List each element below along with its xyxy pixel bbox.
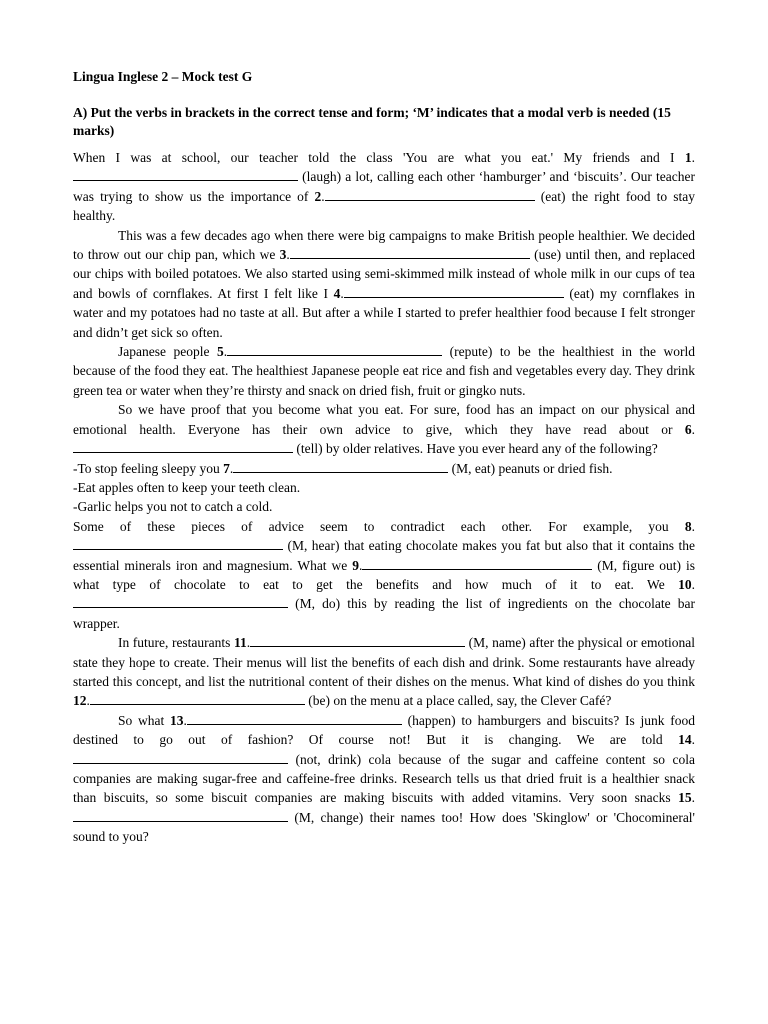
document-title: Lingua Inglese 2 – Mock test G [73,69,253,84]
text-run: So what [118,712,170,728]
text-run: my cornflakes in water and my potatoes had no taste at all. But after a while I started to prefer healthier food because I felt stronger and didn’t get sick so often. [73,285,695,340]
answer-blank-7[interactable] [233,461,448,473]
item-number: 8 [684,518,692,534]
paragraph-7: So what 13. (happen) to hamburgers and biscuits? Is junk food destined to go out of fashion? Of course not! But it is changing. We are told 14. (not, drink) cola because of the sugar and caffeine content so cola companies are making sugar-free and caffeine-free drinks. Research tells us that dried fruit is a healthier snack than biscuits, so some biscuit companies are making biscuits with added vitamins. Very soon snacks 15. (M, change) their names too! How does 'Skinglow' or 'Chocomineral' sound to you? [73,712,696,845]
paragraph-3: Japanese people 5. (repute) to be the healthiest in the world because of the food they eat. The healthiest Japanese people eat rice and fish and vegetables every day. They drink green tea or water when they’re thirsty and snack on dried fish, fruit or gingko nuts. [73,344,696,398]
text-run: So we have proof that you become what you eat. For sure, food has an impact on our physical and emotional health. Everyone has their own advice to give, which they have read about or [73,402,695,437]
item-number: 4 [333,285,341,301]
answer-blank-4[interactable] [344,286,564,298]
text-run: a lot, calling each other ‘hamburger’ and ‘biscuits’. Our teacher was trying to show us the importance of [73,169,696,204]
text-run: When I was at school, our teacher told the class 'You are what you eat.' My friends and I [73,150,685,165]
text-run: the right food to stay healthy. [73,188,696,224]
text-run: on the menu at a place called, say, the Clever Café? [329,693,612,709]
text-run: that eating chocolate makes you fat but also that it contains the essential minerals iron and magnesium. What we [73,538,695,573]
verb-cue: (not, drink) [295,751,362,767]
answer-blank-8[interactable] [73,538,283,550]
item-number: 14 [678,732,692,748]
text-run: to be the healthiest in the world because of the food they eat. The healthiest Japanese people eat rice and fish and vegetables every day. They drink green tea or water when they’re thirsty and snack on dried fish, fruit or gingko nuts. [73,344,696,398]
text-run: In future, restaurants [118,635,234,651]
paragraph-4: So we have proof that you become what you eat. For sure, food has an impact on our physical and emotional health. Everyone has their own advice to give, which they have read about or 6. (tell) by older relatives. Have you ever heard any of the following? [73,402,695,457]
item-number: 11 [233,635,247,651]
verb-cue: (M, hear) [287,538,340,554]
paragraph-6: In future, restaurants 11. (M, name) after the physical or emotional state they hope to create. Their menus will list the benefits of each dish and drink. Some restaurants have already started this concept, and list the nutritional content of their dishes on the menus. What kind of dishes do you think 12. (be) on the menu at a place called, say, the Clever Café? [73,635,695,709]
section-a-heading: A) Put the verbs in brackets in the correct tense and form; ‘M’ indicates that a modal verb is needed (15 marks) [73,105,671,138]
verb-cue: (M, change) [294,809,364,825]
answer-blank-14[interactable] [73,752,288,764]
answer-blank-5[interactable] [227,344,442,356]
text-run: Some of these pieces of advice seem to contradict each other. For example, you [73,518,685,534]
verb-cue: (use) [534,247,562,263]
text-run: Japanese people [118,344,218,360]
verb-cue: (M, do) [295,596,341,612]
answer-blank-15[interactable] [73,810,288,822]
item-number: 13 [169,712,184,728]
item-number: 6 [684,421,692,437]
text-run: until then, and replaced our chips with boiled potatoes. We also started using semi-skimmed milk instead of whole milk in our cups of tea and bowls of cornflakes. At first I felt like I [73,247,695,301]
advice-line-3: -Garlic helps you not to catch a cold. [73,499,273,515]
answer-blank-9[interactable] [362,558,592,570]
answer-blank-1[interactable] [73,169,298,181]
document-page [73,68,695,847]
verb-cue: (eat) [540,188,566,204]
item-number: 3 [279,247,287,263]
text-run: This was a few decades ago when there were big campaigns to make British people healthier. We decided to throw out our chip pan, which we [73,227,695,263]
text-run: this by reading the list of ingredients on the chocolate bar wrapper. [73,596,696,631]
exercise-text [73,148,695,847]
item-number: 9 [352,557,359,573]
text-run: is what type of chocolate to eat to get the benefits and how much of it to eat. We [73,557,696,592]
text-run: to hamburgers and biscuits? Is junk food destined to go out of fashion? Of course not! But it is changing. We are told [73,712,696,748]
verb-cue: (happen) [407,712,456,728]
verb-cue: (tell) [296,441,323,457]
verb-cue: (eat) [569,285,595,301]
answer-blank-11[interactable] [250,635,465,647]
text-run: -To stop feeling sleepy you [73,460,224,476]
paragraph-5: Some of these pieces of advice seem to contradict each other. For example, you 8. (M, hear) that eating chocolate makes you fat but also that it contains the essential minerals iron and magnesium. What we 9. (M, figure out) is what type of chocolate to eat to get the benefits and how much of it to eat. We 10. (M, do) this by reading the list of ingredients on the chocolate bar wrapper. [73,518,696,631]
text-run: after the physical or emotional state they hope to create. Their menus will list the benefits of each dish and drink. Some restaurants have already started this concept, and list the nutritional content of their dishes on the menus. What kind of dishes do you think [73,635,695,689]
answer-blank-6[interactable] [73,441,293,453]
verb-cue: (M, figure out) [597,557,682,573]
advice-line-1: -To stop feeling sleepy you 7. (M, eat) peanuts or dried fish. [73,460,613,476]
verb-cue: (be) [308,693,330,709]
item-number: 1 [684,150,692,165]
text-run: by older relatives. Have you ever heard any of the following? [322,441,658,457]
text-run: peanuts or dried fish. [495,460,613,476]
item-number: 10 [678,576,692,592]
text-run: their names too! How does 'Skinglow' or 'Chocomineral' sound to you? [73,809,695,845]
verb-cue: (M, name) [468,635,526,651]
item-number: 12 [73,693,87,709]
verb-cue: (laugh) [302,169,342,185]
item-number: 7 [223,460,230,476]
paragraph-1: When I was at school, our teacher told the class 'You are what you eat.' My friends and I 1. (laugh) a lot, calling each other ‘hamburger’ and ‘biscuits’. Our teacher was trying to show us the importance of 2. (eat) the right food to stay healthy. [73,150,696,224]
answer-blank-3[interactable] [290,247,530,259]
verb-cue: (M, eat) [451,460,496,476]
text-run: cola because of the sugar and caffeine content so cola companies are making sugar-free and caffeine-free drinks. Research tells us that dried fruit is a healthier snack than biscuits, so some biscuit companies are making biscuits with added vitamins. Very soon snacks [73,751,695,806]
answer-blank-2[interactable] [325,189,535,201]
item-number: 5 [217,344,224,360]
verb-cue: (repute) [449,344,493,360]
item-number: 2 [314,188,322,204]
paragraph-2: This was a few decades ago when there were big campaigns to make British people healthier. We decided to throw out our chip pan, which we 3. (use) until then, and replaced our chips with boiled potatoes. We also started using semi-skimmed milk instead of whole milk in our cups of tea and bowls of cornflakes. At first I felt like I 4. (eat) my cornflakes in water and my potatoes had no taste at all. But after a while I started to prefer healthier food because I felt stronger and didn’t get sick so often. [73,227,695,340]
answer-blank-10[interactable] [73,596,288,608]
item-number: 15 [678,790,692,806]
answer-blank-12[interactable] [90,693,305,705]
answer-blank-13[interactable] [187,713,402,725]
advice-line-2: -Eat apples often to keep your teeth clean. [73,479,301,495]
